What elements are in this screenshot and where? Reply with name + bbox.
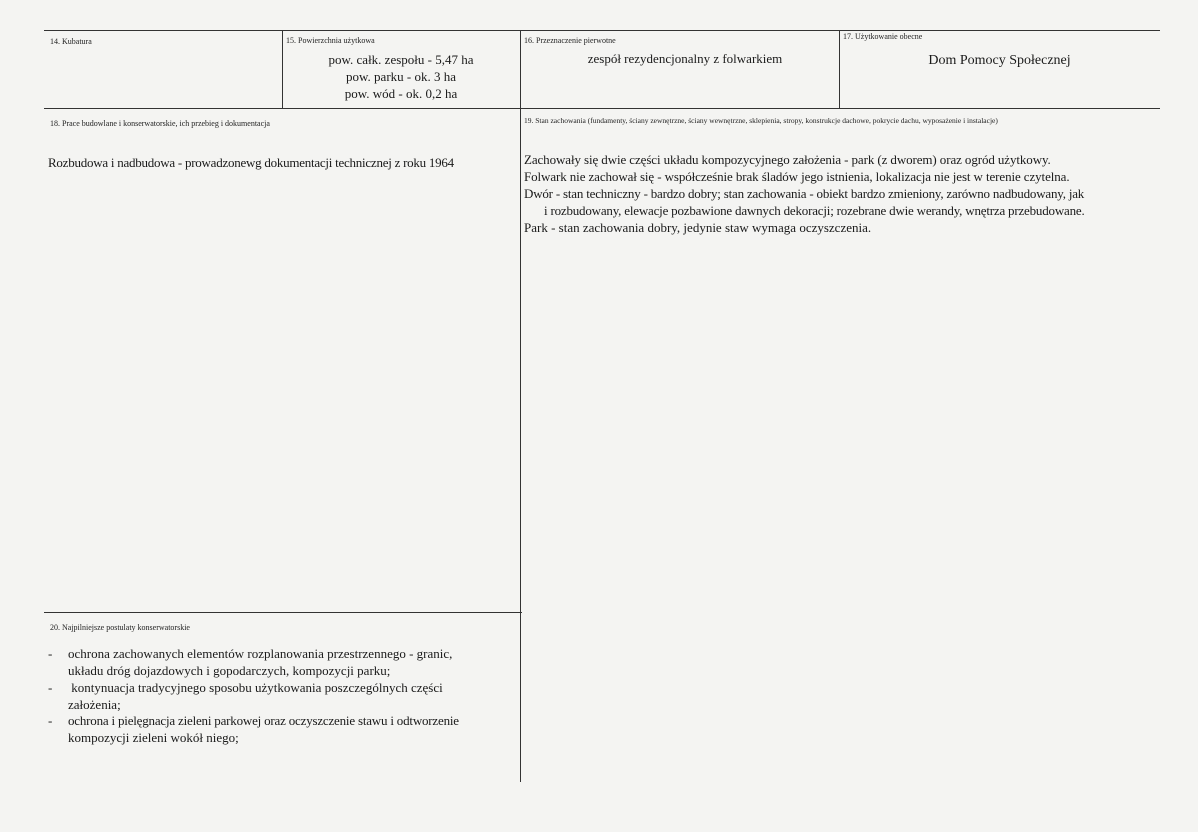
field-17-value: Dom Pomocy Społecznej bbox=[928, 53, 1071, 68]
field-17-caption: 17. Użytkowanie obecne bbox=[843, 32, 923, 41]
field-16-caption: 16. Przeznaczenie pierwotne bbox=[524, 36, 616, 45]
field-15-line-1: pow. całk. zespołu - 5,47 ha bbox=[328, 52, 474, 67]
field-15-caption: 15. Powierzchnia użytkowa bbox=[286, 36, 375, 45]
postulate-item-3-line-2: kompozycji zieleni wokół niego; bbox=[68, 730, 239, 745]
postulate-item-1 bbox=[48, 646, 523, 680]
postulate-item-2-line-1: kontynuacja tradycyjnego sposobu użytkowania poszczególnych części bbox=[68, 680, 443, 695]
postulate-item-2-line-2: założenia; bbox=[68, 697, 121, 712]
field-15-line-3: pow. wód - ok. 0,2 ha bbox=[344, 86, 458, 101]
field-19-line-5: Park - stan zachowania dobry, jedynie staw wymaga oczyszczenia. bbox=[524, 220, 872, 235]
field-19-line-3: Dwór - stan techniczny - bardzo dobry; stan zachowania - obiekt bardzo zmieniony, zarówno nadbudowany, jak bbox=[524, 186, 1085, 201]
column-divider-3 bbox=[839, 30, 840, 108]
field-15-line-2: pow. parku - ok. 3 ha bbox=[346, 69, 456, 84]
postulate-item-2 bbox=[48, 680, 523, 714]
row-divider-line bbox=[44, 108, 1160, 109]
postulate-item-1-line-2: układu dróg dojazdowych i gopodarczych, kompozycji parku; bbox=[68, 663, 391, 678]
field-19-line-1: Zachowały się dwie części układu kompozycyjnego założenia - park (z dworem) oraz ogród użytkowy. bbox=[524, 152, 1051, 167]
field-14-caption: 14. Kubatura bbox=[50, 37, 92, 46]
list-dash: - bbox=[48, 646, 53, 661]
field-19-line-4: i rozbudowany, elewacje pozbawione dawnych dekoracji; rozebrane dwie werandy, wnętrza przebudowane. bbox=[544, 203, 1085, 218]
postulate-item-1-line-1: ochrona zachowanych elementów rozplanowania przestrzennego - granic, bbox=[68, 646, 453, 661]
postulate-item-3 bbox=[48, 713, 523, 747]
field-18-caption: 18. Prace budowlane i konserwatorskie, ich przebieg i dokumentacja bbox=[50, 119, 270, 128]
field-16-value: zespół rezydencjonalny z folwarkiem bbox=[587, 51, 783, 66]
field-20-divider-line bbox=[44, 612, 522, 613]
list-dash: - bbox=[48, 713, 53, 728]
postulate-item-3-line-1: ochrona i pielęgnacja zieleni parkowej oraz oczyszczenie stawu i odtworzenie bbox=[68, 713, 459, 728]
field-20-caption: 20. Najpilniejsze postulaty konserwatorskie bbox=[50, 623, 190, 632]
field-19-line-2: Folwark nie zachował się - współcześnie brak śladów jego istnienia, lokalizacja nie jest w terenie czytelna. bbox=[524, 169, 1070, 184]
field-18-value: Rozbudowa i nadbudowa - prowadzonewg dokumentacji technicznej z roku 1964 bbox=[48, 155, 454, 170]
top-border-line bbox=[44, 30, 1160, 31]
list-dash: - bbox=[48, 680, 53, 695]
field-19-caption: 19. Stan zachowania (fundamenty, ściany zewnętrzne, ściany wewnętrzne, sklepienia, stropy, konstrukcje dachowe, pokrycie dachu, wyposażenie i instalacje) bbox=[524, 116, 998, 125]
